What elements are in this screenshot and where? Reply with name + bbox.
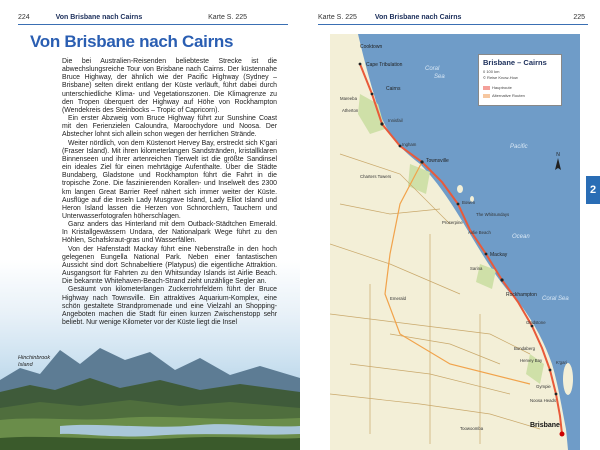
running-title: Von Brisbane nach Cairns [55, 14, 143, 21]
main-route-swatch [483, 86, 490, 90]
legend-scale: 0 100 km [483, 69, 500, 74]
sea-label: Coral Sea [542, 296, 569, 302]
sea-label: Pacific [510, 144, 528, 150]
legend-alt-route [483, 93, 525, 98]
map-label: Airlie Beach [468, 230, 491, 235]
page-number: 225 [573, 14, 586, 21]
map-label: Atherton [342, 108, 359, 113]
map-label: Cooktown [360, 44, 383, 50]
map-label-city: Brisbane [530, 422, 560, 429]
legend-main-route [483, 85, 512, 90]
map-label: Ingham [402, 142, 417, 147]
photo-caption: Hinchinbrook Island [18, 355, 51, 368]
header-rule [18, 24, 288, 25]
sea-label: Coral [425, 66, 440, 72]
map-label: Gympie [536, 384, 551, 389]
right-page [300, 0, 600, 450]
island [563, 363, 573, 395]
north-arrow-icon [555, 152, 561, 170]
map-label: The Whitsundays [476, 212, 510, 217]
map-label: Cape Tribulation [366, 62, 403, 68]
map-label: Gladstone [526, 320, 546, 325]
mountain-landscape-image [0, 330, 300, 450]
map-label: Proserpine [442, 220, 463, 225]
legend-alt-label: Alternative Routen [492, 93, 525, 98]
header-rule [318, 24, 588, 25]
chapter-tab: 2 [586, 176, 600, 204]
left-running-header [18, 14, 247, 21]
sea-label: Sea [434, 74, 445, 80]
island [457, 185, 463, 193]
legend-main-label: Hauptroute [492, 85, 512, 90]
map-reference: Karte S. 225 [318, 14, 357, 21]
paragraph: Ein erster Abzweig vom Bruce Highway führt zur Sunshine Coast mit den Ferienzielen Caloundra, Maroochydore und Noosa. Der Abstecher lohnt sich allein schon wegen der herrlichen Strände. [62, 115, 277, 139]
map-label: Townsville [426, 158, 449, 164]
map-label: Noosa Heads [530, 398, 557, 403]
map-label: Cairns [386, 86, 401, 92]
paragraph: Ganz anders das Hinterland mit dem Outback-Städtchen Emerald. In Kristallgewässern Undara, der Nationalpark Wege führt zu den Höhlen, Schafskraut-gras und Wasserfällen. [62, 221, 277, 245]
map-label: Innisfail [388, 118, 403, 123]
paragraph: Gesäumt von kilometerlangen Zuckerrohrfeldern führt der Bruce Highway nach Townsville. Ein attraktives Aquarium-Komplex, eine schön gestaltete Strandpromenade und eine Vielzahl an Shopping-Angeboten machen die Stadt für einen kurzen Zwischenstopp sehr beliebt. Nur wenige Kilometer vor der Küste liegt die Insel [62, 286, 277, 326]
paragraph: Die bei Australien-Reisenden beliebteste Strecke ist die abwechslungsreiche Tour von Brisbane nach Cairns. Der küstennahe Bruce Highway, der ähnlich wie der Pacific Highway (Sydney – Brisbane) selten direkt entlang der Küste verläuft, führt dabei durch unterschiedliche Klima- und Vegetationszonen. Die Klimagrenze zu den Tropen überquert der Highway auf Höhe von Rockhampton (Wendekreis des Steinbocks – Tropic of Capricorn). [62, 58, 277, 114]
legend-copyright: © Reise Know-How [483, 75, 518, 80]
map-label: Sarina [470, 266, 483, 271]
map-label: Bundaberg [514, 346, 536, 351]
map-label: Charters Towers [360, 174, 392, 179]
sea-label: Ocean [512, 234, 530, 240]
map-legend [478, 54, 562, 106]
map-label: Mareeba [340, 96, 357, 101]
map-reference: Karte S. 225 [208, 14, 248, 21]
page-title: Von Brisbane nach Cairns [30, 32, 234, 51]
map-label: K'gari [556, 360, 567, 365]
map-label: Toowoomba [460, 426, 484, 431]
map-label: Hervey Bay [520, 358, 543, 363]
paragraph: Weiter nördlich, von dem Küstenort Hervey Bay, erstreckt sich K'gari (Fraser Island). Mit ihren kilometerlangen Sandstränden, kristallklaren Binnenseen und ihrer artenreichen Tierwelt ist die größte Sandinsel ein ideales Ziel für einen mehrtägige Aufenthalte. Über die Städte Bundaberg, Gladstone und Rockhampton führt die Fahrt in die tropische Zone. Die faszinierenden Korallen- und Inselwelt des 2300 km langen Great Barrier Reef nähert sich immer weiter der Küste. Ausflüge auf die Inseln Lady Musgrave Island, Lady Elliot Island und Heron Island lassen die Herzen von Schnorchlern, Tauchern und Unterwasserfotografen höherschlagen. [62, 139, 277, 220]
right-running-header [318, 14, 585, 21]
running-title: Von Brisbane nach Cairns [374, 14, 462, 21]
legend-title: Brisbane – Cairns [483, 58, 547, 67]
body-text [62, 58, 277, 327]
map-label: Rockhampton [506, 292, 537, 298]
map-label: Bowen [462, 200, 476, 205]
map-label: Mackay [490, 252, 508, 258]
page-number: 224 [18, 14, 30, 21]
map-label: Emerald [390, 296, 407, 301]
alt-route-swatch [483, 94, 490, 98]
paragraph: Von der Hafenstadt Mackay führt eine Nebenstraße in den hoch gelegenen Eungella National Park. Neben einer fantastischen Aussicht sind dort Schnabeltiere (Platypus) die eigentliche Attraktion. Ausgangsort für Fahrten zu den Whitsunday Islands ist Airlie Beach. Die bekannte Whitehaven-Beach-Strand zieht unzählige Segler an. [62, 245, 277, 286]
svg-text:N: N [556, 152, 560, 158]
